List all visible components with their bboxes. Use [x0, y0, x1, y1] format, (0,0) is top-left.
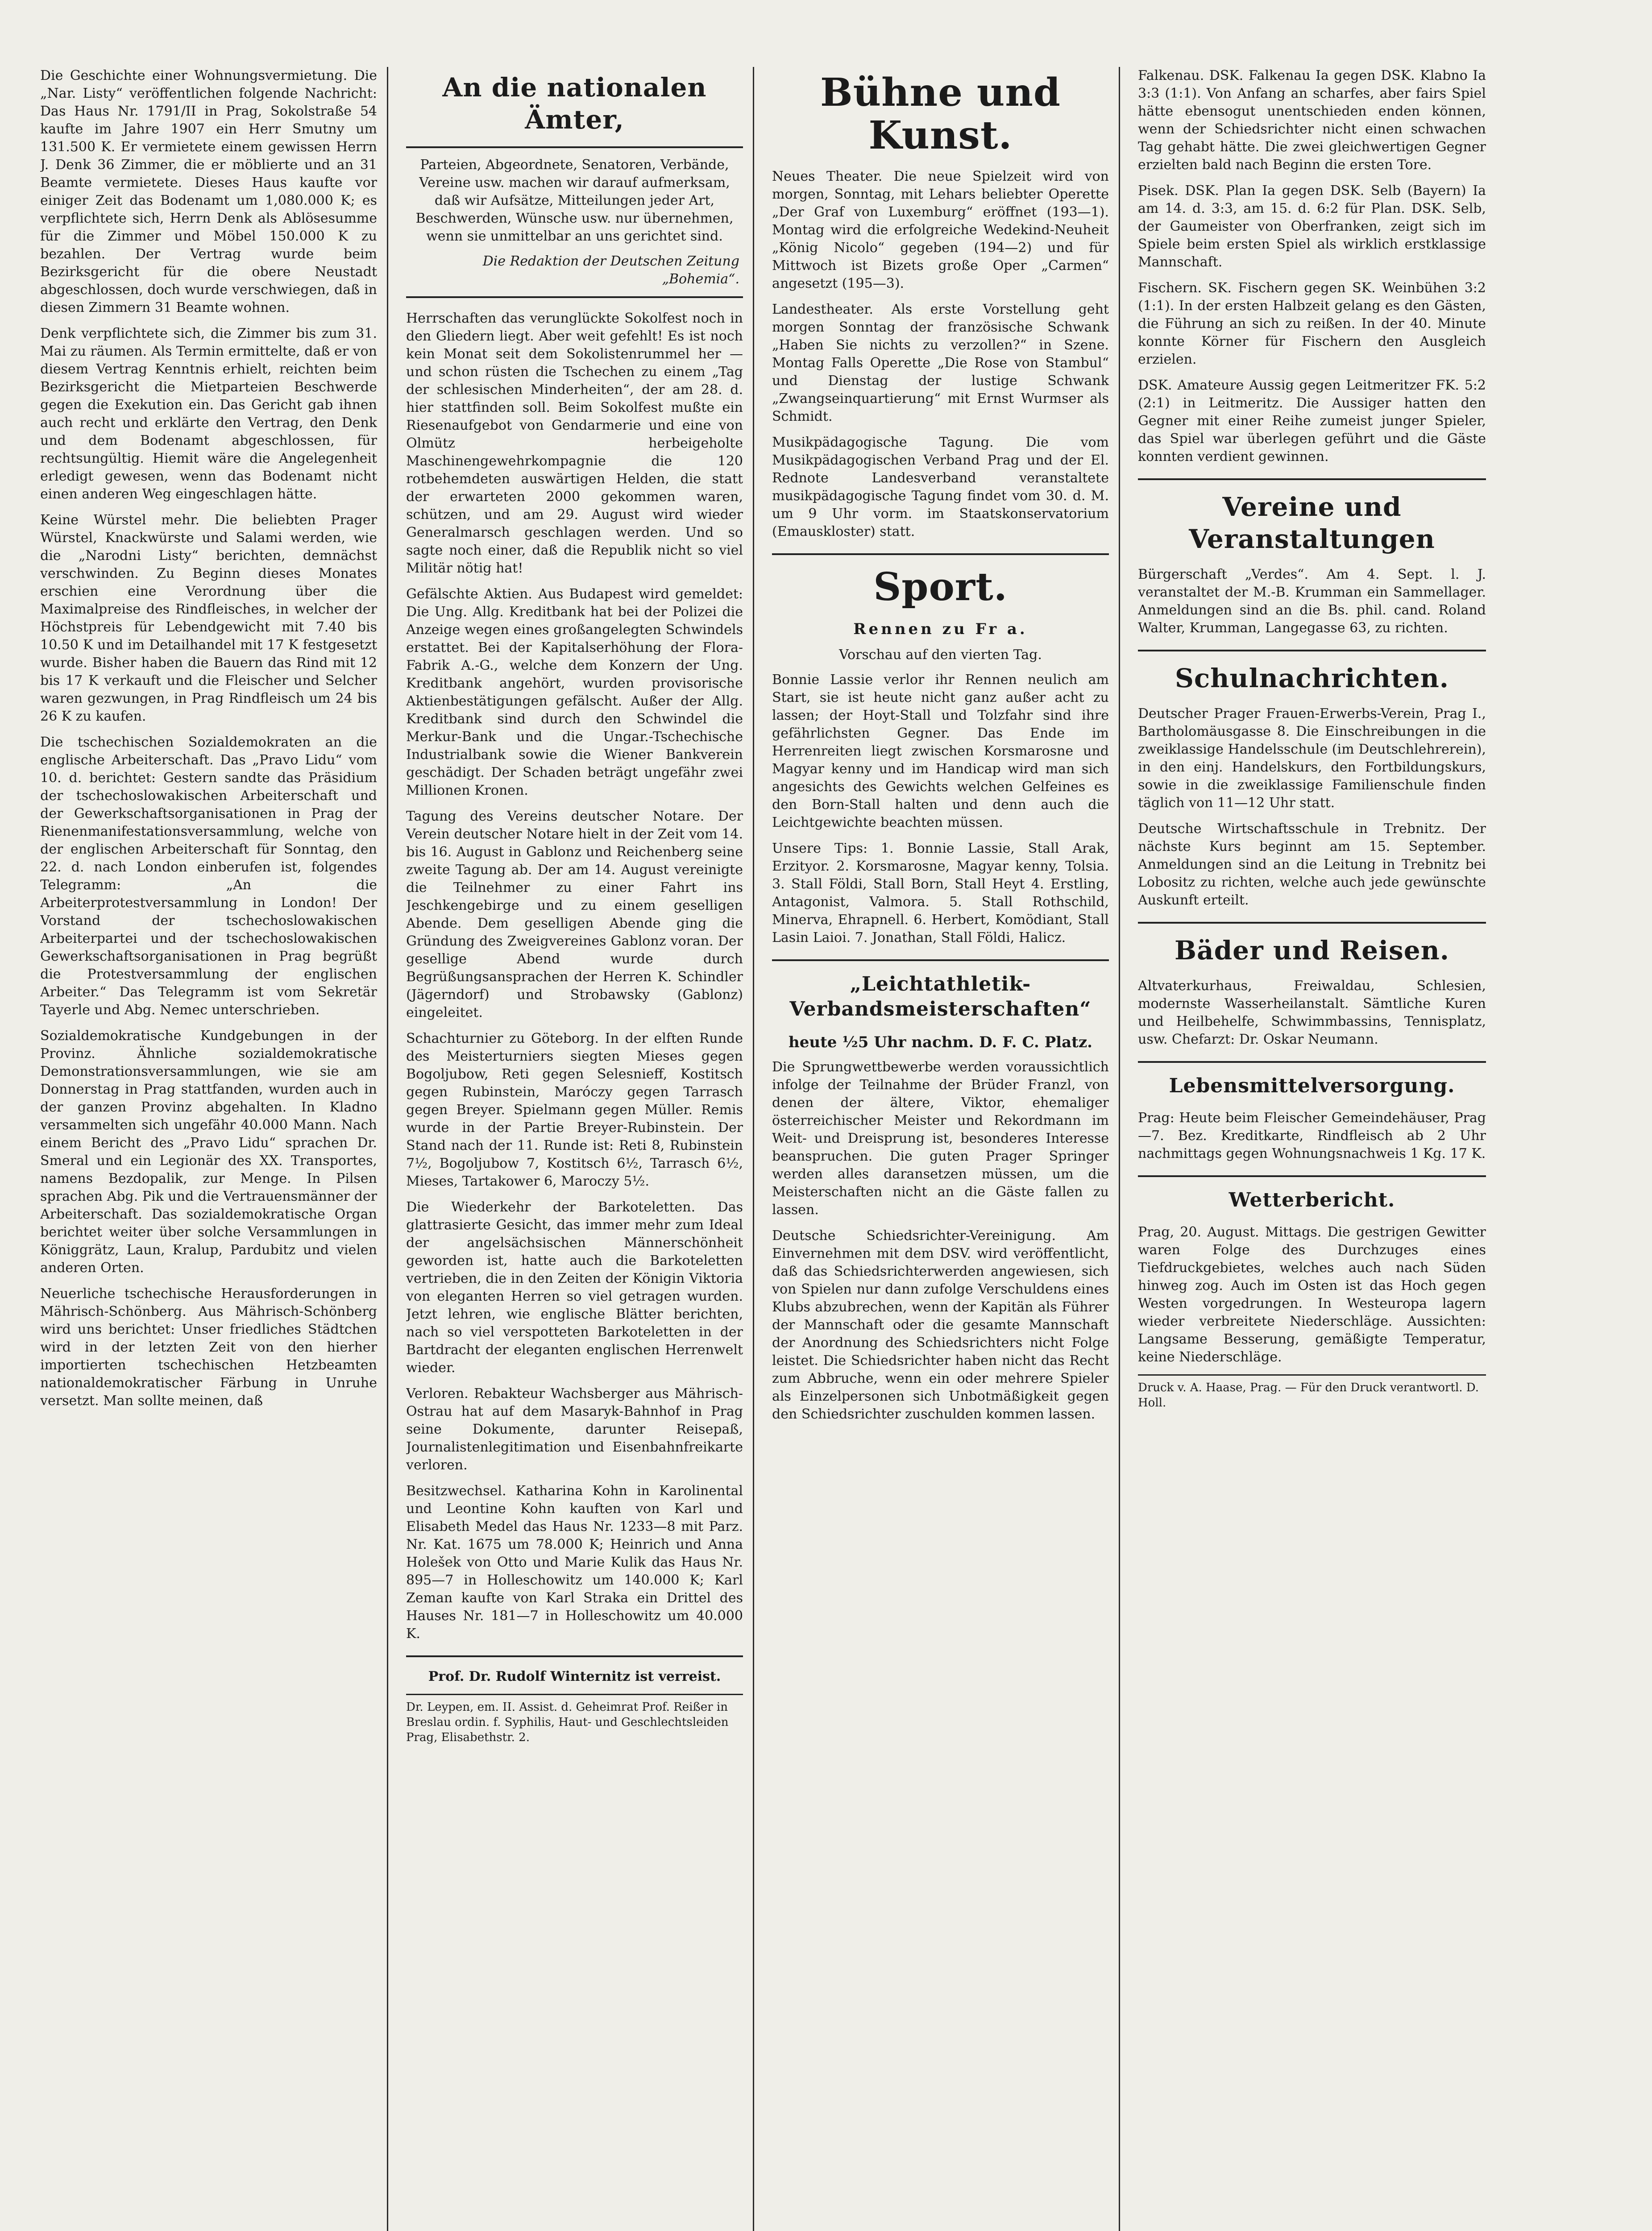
divider [1138, 1061, 1486, 1063]
column-1 [40, 67, 388, 2231]
headline-buehne-und-kunst: Bühne und Kunst. [820, 70, 1061, 158]
article-altvaterkurhaus: Altvaterkurhaus, Freiwaldau, Schlesien, modernste Wasserheilanstalt. Sämtliche Kuren und Heilbehelfe, Schwimmbassins, Tennisplatz, usw. Chefarzt: Dr. Oskar Neumann. [1138, 978, 1486, 1047]
advertisement-leypen: Dr. Leypen, em. II. Assist. d. Geheimrat Prof. Reißer in Breslau ordin. f. Syphilis, Haut- und Geschlechtsleiden Prag, Elisabethstr. 2. [406, 1694, 743, 1745]
article-falkenau: Falkenau. DSK. Falkenau Ia gegen DSK. Klabno Ia 3:3 (1:1). Von Anfang an scharfes, aber fairs Spiel hätte ebensogut unentschieden enden können, wenn der Schiedsrichter nicht einen schwachen Tag gehabt hätte. Die zwei gleichwertigen Gegner erzielten bald nach Beginn die ersten Tore. [1138, 68, 1486, 173]
editorial-notice [406, 146, 743, 298]
divider [772, 959, 1109, 961]
article-musikpaedagogik: Musikpädagogische Tagung. Die vom Musikpädagogischen Verband Prag und der El. Rednote Landesverband veranstaltete musikpädagogische Tagung findet vom 30. d. M. um 9 Uhr vorm. im Staatskonservatorium (Emauskloster) statt. [772, 435, 1109, 539]
article-landestheater: Landestheater. Als erste Vorstellung geht morgen Sonntag der französische Schwank „Haben Sie nichts zu verzollen?“ in Szene. Montag Falls Operette „Die Rose von Stambul“ und Dienstag der lustige Schwank „Zwangseinquartierung“ mit Ernst Wurmser als Schmidt. [772, 302, 1109, 424]
column-3 [772, 67, 1120, 2231]
headline-wetterbericht: Wetterbericht. [1229, 1189, 1395, 1211]
editorial-notice-text: Parteien, Abgeordnete, Senatoren, Verbände, Vereine usw. machen wir darauf aufmerksam, daß wir Aufsätze, Mitteilungen jeder Art, Beschwerden, Wünsche usw. nur übernehmen, wenn sie unmittelbar an uns gerichtet sind. [415, 157, 734, 244]
headline-vereine: Vereine und Veranstaltungen [1189, 492, 1435, 554]
article-wohnungsvermietung: Die Geschichte einer Wohnungsvermietung. Die „Nar. Listy“ veröffentlichen folgende Nachricht: Das Haus Nr. 1791/II in Prag, Sokolstraße 54 kaufte im Jahre 1907 ein Herr Smutny um 131.500 K. Er vermietete einem gewissen Herrn J. Denk 36 Zimmer, die er möblierte und an 31 Beamte vermietete. Dieses Haus kaufte vor einiger Zeit das Bodenamt um 1,080.000 K; es verpflichtete sich, Herrn Denk als Ablösesumme für die Zimmer und Möbel 150.000 K zu bezahlen. Der Vertrag wurde beim Bezirksgericht für die obere Neustadt abgeschlossen, doch wurde verschwiegen, daß in diesen Zimmern 31 Beamte wohnen. [40, 68, 377, 315]
article-maehrisch-schoenberg: Neuerliche tschechische Herausforderungen in Mährisch-Schönberg. Aus Mährisch-Schönberg wird uns berichtet: Unser friedliches Städtchen wird in der letzten Zeit von den hierher importierten tschechischen Hetzbeamten nationaldemokratischer Färbung in Unruhe versetzt. Man sollte meinen, daß [40, 1286, 377, 1409]
headline-sport: Sport. [873, 564, 1008, 610]
headline-baeder-und-reisen: Bäder und Reisen. [1175, 935, 1449, 966]
subheadline-rennen: Rennen zu Fr a. [853, 620, 1028, 638]
article-kundgebungen-provinz: Sozialdemokratische Kundgebungen in der Provinz. Ähnliche sozialdemokratische Demonstrationsversammlungen, wie sie am Donnerstag in Prag stattfanden, wurden auch in der ganzen Provinz abgehalten. In Kladno versammelten sich ungefähr 40.000 Mann. Nach einem Bericht des „Pravo Lidu“ sprachen Dr. Smeral und ein Legionär des XX. Transportes, namens Bezdopalik, zur Menge. In Pilsen sprachen Abg. Pik und die Vertrauensmänner der Arbeiterschaft. Das sozialdemokratische Organ berichtet weiter über solche Versammlungen in Königgrätz, Laun, Kralup, Pardubitz und vielen anderen Orten. [40, 1028, 377, 1276]
article-leichtathletik: Die Sprungwettbewerbe werden voraussichtlich infolge der Teilnahme der Brüder Franzl, von denen der ältere, Viktor, ehemaliger österreichischer Meister und Rekordmann im Weit- und Dreisprung ist, besonderes Interesse beanspruchen. Die guten Prager Springer werden alles daransetzen müssen, um die Meisterschaften nicht an die Gäste fallen zu lassen. [772, 1059, 1109, 1218]
article-barkoteletten: Die Wiederkehr der Barkoteletten. Das glattrasierte Gesicht, das immer mehr zum Ideal der angelsächsischen Männerschönheit geworden ist, hatte auch die Barkoteletten vertrieben, die in den Zeiten der Königin Viktoria von eleganten Herren so viel getragen wurden. Jetzt lehren, wie englische Blätter berichten, nach so viel verspotteten Barkoteletten in der Bartdracht der eleganten englischen Herrenwelt wieder. [406, 1199, 743, 1376]
article-wuerstel: Keine Würstel mehr. Die beliebten Prager Würstel, Knackwürste und Salami werden, wie die „Narodni Listy“ berichten, demnächst verschwinden. Zu Beginn dieses Monates erschien eine Verordnung über die Maximalpreise des Rindfleisches, in welcher der Höchstpreis für Lebendgewicht mit 7.40 bis 10.50 K und im Detailhandel mit 17 K festgesetzt wurde. Bisher haben die Bauern das Rind mit 12 bis 17 K verkauft und die Fleischer und Selcher waren gezwungen, in Prag Rindfleisch um 24 bis 26 K zu kaufen. [40, 512, 377, 724]
article-lebensmittel: Prag: Heute beim Fleischer Gemeindehäuser, Prag—7. Bez. Kreditkarte, Rindfleisch ab 2 Uhr nachmittags gegen Wohnungsnachweis 1 Kg. 17 K. [1138, 1110, 1486, 1161]
article-rennen: Bonnie Lassie verlor ihr Rennen neulich am Start, sie ist heute nicht ganz außer acht zu lassen; der Hoyt-Stall und Tolzfahr sind ihre gefährlichsten Gegner. Das Ende im Herrenreiten liegt zwischen Korsmarosne und Magyar kenny und im Handicap wird man sich angesichts des Gewichts welchen Gelfeines es den Born-Stall halten und denn auch die Leichtgewichte beachten müssen. [772, 672, 1109, 830]
divider [1138, 1175, 1486, 1177]
article-besitzwechsel: Besitzwechsel. Katharina Kohn in Karolinental und Leontine Kohn kauften von Karl und Elisabeth Medel das Haus Nr. 1233—8 mit Parz. Nr. Kat. 1675 um 78.000 K; Heinrich und Anna Holešek von Otto und Marie Kulik das Haus Nr. 895—7 in Holleschowitz um 140.000 K; Karl Zeman kaufte von Karl Straka ein Drittel des Hauses Nr. 181—7 in Holleschowitz um 40.000 K. [406, 1483, 743, 1642]
divider [1138, 922, 1486, 924]
notice-winternitz: Prof. Dr. Rudolf Winternitz ist verreist. [428, 1669, 721, 1684]
headline-schulnachrichten: Schulnachrichten. [1175, 663, 1449, 693]
article-neues-theater: Neues Theater. Die neue Spielzeit wird von morgen, Sonntag, mit Lehars beliebter Operette „Der Graf von Luxemburg“ eröffnet (193—1). Montag wird die erfolgreiche Wedekind-Neuheit „König Nicolo“ gegeben (194—2) und für Mittwoch ist Bizets große Oper „Carmen“ angesetzt (195—3). [772, 169, 1109, 291]
printer-imprint: Druck v. A. Haase, Prag. — Für den Druck verantwortl. D. Holl. [1138, 1374, 1486, 1410]
article-wohnungsvermietung-cont: Denk verpflichtete sich, die Zimmer bis zum 31. Mai zu räumen. Als Termin ermittelte, daß er von diesem Vertrag Kenntnis erhielt, reichten beim Bezirksgericht die Mietparteien Beschwerde gegen die Exekution ein. Das Gericht gab ihnen auch recht und erklärte den Vertrag, den Denk und dem Bodenamt abgeschlossen, für rechtsungültig. Hiemit wäre die Angelegenheit erledigt gewesen, wenn das Bodenamt nicht einen anderen Weg eingeschlagen hätte. [40, 326, 377, 502]
subheadline-leichtathletik: heute ½5 Uhr nachm. D. F. C. Platz. [789, 1033, 1092, 1051]
headline-leichtathletik: „Leichtathletik-Verbandsmeisterschaften“ [789, 973, 1092, 1020]
article-gefaelschte-aktien: Gefälschte Aktien. Aus Budapest wird gemeldet: Die Ung. Allg. Kreditbank hat bei der Polizei die Anzeige wegen eines großangelegten Schwindels erstattet. Bei der Kapitalserhöhung der Flora-Fabrik A.-G., welche dem Konzern der Ung. Kreditbank angehört, wurden provisorische Aktienbestätigungen gefälscht. Außer der Allg. Kreditbank sind durch den Schwindel die Merkur-Bank und die Ungar.-Tschechische Industrialbank sowie die Wiener Bankverein geschädigt. Der Schaden beträgt ungefähr zwei Millionen Kronen. [406, 586, 743, 798]
article-minderheitentag: Herrschaften das verunglückte Sokolfest noch in den Gliedern liegt. Aber weit gefehlt! Es ist noch kein Monat seit dem Sokolistenrummel her — und schon rüsten die Tschechen zu einem „Tag der schlesischen Minderheiten“, der am 28. d. hier stattfinden soll. Beim Sokolfest mußte ein Riesenaufgebot von Gendarmerie und eine von Olmütz herbeigeholte Maschinengewehrkompagnie die 120 rotbehemdeten auswärtigen Helden, die statt der erwarteten 2000 gekommen waren, schützen, und am 29. August wird wieder Generalmarsch geschlagen werden. Und so sagte noch einer, daß die Republik nicht so viel Militär nötig hat! [406, 311, 743, 576]
article-amateure-aussig: DSK. Amateure Aussig gegen Leitmeritzer FK. 5:2 (2:1) in Leitmeritz. Die Aussiger hatten den Gegner mit einer Reihe zumeist junger Spieler, das Spiel war überlegen geführt und die Gäste konnten verdient gewinnen. [1138, 377, 1486, 464]
subheadline-vorschau: Vorschau auf den vierten Tag. [839, 647, 1042, 663]
article-schiedsrichter: Deutsche Schiedsrichter-Vereinigung. Am Einvernehmen mit dem DSV. wird veröffentlicht, daß das Schiedsrichterwerden angewiesen, sich von Spielen nur dann zufolge Verschuldens eines Klubs abzubrechen, wenn der Kapitän als Führer der Mannschaft oder die gesamte Mannschaft der Anordnung des Schiedsrichters nicht Folge leistet. Die Schiedsrichter haben nicht das Recht zum Abbruche, wenn ein oder mehrere Spieler als Einzelpersonen sich Unbotmäßigkeit gegen den Schiedsrichter zuschulden kommen lassen. [772, 1228, 1109, 1422]
racing-tips: Unsere Tips: 1. Bonnie Lassie, Stall Arak, Erzityor. 2. Korsmarosne, Magyar kenny, Tolsia. 3. Stall Földi, Stall Born, Stall Heyt 4. Erstling, Antagonist, Valmora. 5. Stall Rothschild, Minerva, Ehrapnell. 6. Herbert, Komödiant, Stall Lasin Laioi. 7. Jonathan, Stall Földi, Halicz. [772, 841, 1109, 945]
editorial-notice-signature: Die Redaktion der Deutschen Zeitung „Bohemia“. [482, 253, 739, 287]
divider [1138, 478, 1486, 480]
article-frauen-erwerbsverein: Deutscher Prager Frauen-Erwerbs-Verein, Prag I., Bartholomäusgasse 8. Die Einschreibungen in die zweiklassige Handelsschule (im Deutschlehrerein), in den einj. Handelskurs, den Fortbildungskurs, sowie in die zweiklassige Familienschule finden täglich von 11—12 Uhr statt. [1138, 706, 1486, 811]
article-notare-tagung: Tagung des Vereins deutscher Notare. Der Verein deutscher Notare hielt in der Zeit vom 14. bis 16. August in Gablonz und Reichenberg seine zweite Tagung ab. Der am 14. August vereinigte die Teilnehmer zu einer Fahrt ins Jeschkengebirge und zu einem geselligen Abende. Dem geselligen Abende ging die Gründung des Zweigvereines Gablonz voran. Der gesellige Abend wurde durch Begrüßungsansprachen der Herren K. Schindler (Jägerndorf) und Strobawsky (Gablonz) eingeleitet. [406, 809, 743, 1020]
column-4 [1138, 67, 1486, 2231]
article-buergerschaft: Bürgerschaft „Verdes“. Am 4. Sept. l. J. veranstaltet der M.-B. Krumman ein Sammellager. Anmeldungen sind an die Bs. phil. cand. Roland Walter, Krumman, Langegasse 63, zu richten. [1138, 567, 1486, 636]
article-fischern: Fischern. SK. Fischern gegen SK. Weinbühen 3:2 (1:1). In der ersten Halbzeit gelang es den Gästen, die Führung an sich zu reißen. In der 40. Minute konnte Körner für Fischern den Ausgleich erzielen. [1138, 280, 1486, 367]
headline-nationale-aemter: An die nationalen Ämter, [442, 72, 707, 135]
article-sozialdemokraten-england: Die tschechischen Sozialdemokraten an die englische Arbeiterschaft. Das „Pravo Lidu“ vom 10. d. berichtet: Gestern sandte das Präsidium der tschechoslowakischen Arbeiterschaft und der Gewerkschaftsorganisationen in Prag der Rienenmanifestationsversammlung, welche von der englischen Arbeiterschaft für Sonntag, den 22. d. nach London einberufen ist, folgendes Telegramm: „An die Arbeiterprotestversammlung in London! Der Vorstand der tschechoslowakischen Arbeiterpartei und der tschechoslowakischen Gewerkschaftsorganisationen in Prag begrüßt die Protestversammlung der englischen Arbeiter.“ Das Telegramm ist vom Sekretär Tayerle und Abg. Nemec unterschrieben. [40, 734, 377, 1018]
article-schachturnier: Schachturnier zu Göteborg. In der elften Runde des Meisterturniers siegten Mieses gegen Bogoljubow, Reti gegen Selesnieff, Kostitsch gegen Rubinstein, Maróczy gegen Tarrasch gegen Breyer. Spielmann gegen Müller. Remis wurde in der Partie Breyer-Rubinstein. Der Stand nach der 11. Runde ist: Reti 8, Rubinstein 7½, Bogoljubow 7, Kostitsch 6½, Tarrasch 6½, Mieses, Tartakower 6, Maroczy 5½. [406, 1031, 743, 1189]
article-wetterbericht: Prag, 20. August. Mittags. Die gestrigen Gewitter waren Folge des Durchzuges eines Tiefdruckgebietes, welches auch nach Süden hinweg zog. Auch im Osten ist das Hoch gegen Westen vorgedrungen. In Westeuropa lagern wieder verbreitete Niederschläge. Aussichten: Langsame Besserung, gemäßigte Temperatur, keine Niederschläge. [1138, 1224, 1486, 1365]
divider [772, 553, 1109, 555]
article-plan: Pisek. DSK. Plan Ia gegen DSK. Selb (Bayern) Ia am 14. d. 3:3, am 15. d. 6:2 für Plan. DSK. Selb, der Gaumeister von Oberfranken, zeigt sich im Spiele beim ersten Spiel als wirklich erstklassige Mannschaft. [1138, 183, 1486, 270]
article-verloren: Verloren. Rebakteur Wachsberger aus Mährisch-Ostrau hat auf dem Masaryk-Bahnhof in Prag seine Dokumente, darunter Reisepaß, Journalistenlegitimation und Eisenbahnfreikarte verloren. [406, 1386, 743, 1473]
divider [406, 1655, 743, 1657]
headline-lebensmittelversorgung: Lebensmittelversorgung. [1169, 1074, 1455, 1097]
column-2 [406, 67, 754, 2231]
article-wirtschaftsschule: Deutsche Wirtschaftsschule in Trebnitz. Der nächste Kurs beginnt am 15. September. Anmeldungen sind an die Leitung in Trebnitz bei Lobositz zu richten, welche auch jede gewünschte Auskunft erteilt. [1138, 821, 1486, 908]
divider [1138, 650, 1486, 651]
